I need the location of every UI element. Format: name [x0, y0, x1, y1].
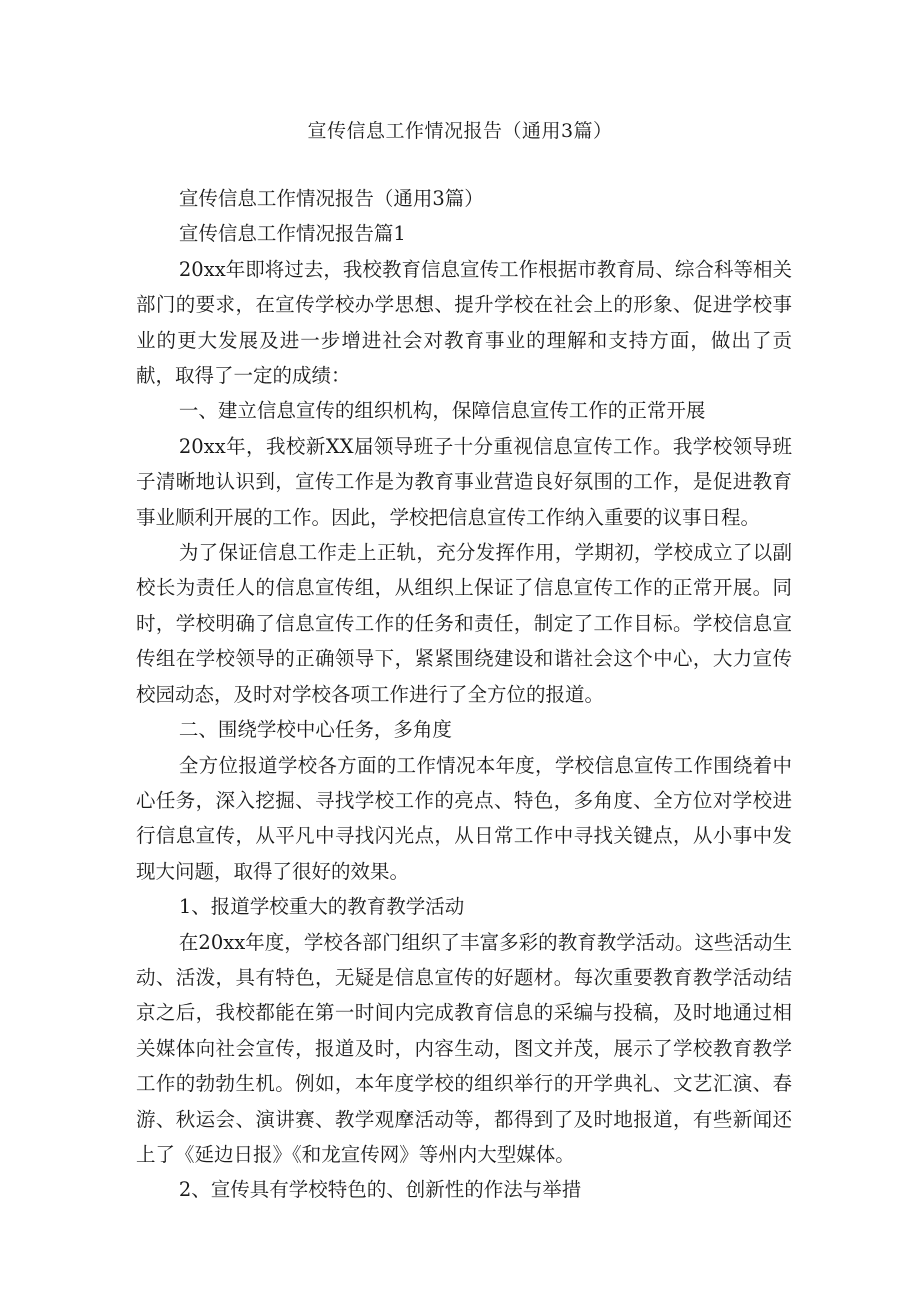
subsection-heading: 2、宣传具有学校特色的、创新性的作法与举措 [178, 1178, 582, 1202]
body-paragraph: 20xx年，我校新XX届领导班子十分重视信息宣传工作。我学校领导班子清晰地认识到，宣传工作是为教育事业营造良好氛围的工作，是促进教育事业顺利开展的工作。因此，学校把信息宣传工作纳入重要的议事日程。 [136, 434, 792, 529]
document-body [136, 181, 792, 1208]
body-paragraph: 20xx年即将过去，我校教育信息宣传工作根据市教育局、综合科等相关部门的要求，在宣传学校办学思想、提升学校在社会上的形象、促进学校事业的更大发展及进一步增进社会对教育事业的理解和支持方面，做出了贡献，取得了一定的成绩： [136, 257, 792, 388]
subsection-heading: 1、报道学校重大的教育教学活动 [178, 895, 465, 919]
section-heading: 宣传信息工作情况报告篇1 [178, 222, 406, 246]
subtitle-line: 宣传信息工作情况报告（通用3篇） [178, 187, 484, 210]
body-paragraph: 全方位报道学校各方面的工作情况本年度，学校信息宣传工作围绕着中心任务，深入挖掘、寻找学校工作的亮点、特色，多角度、全方位对学校进行信息宣传，从平凡中寻找闪光点，从日常工作中寻找关键点，从小事中发现大问题，取得了很好的效果。 [136, 753, 792, 883]
section-heading: 二、围绕学校中心任务，多角度 [178, 718, 452, 742]
section-heading: 一、建立信息宣传的组织机构，保障信息宣传工作的正常开展 [178, 399, 706, 423]
document-title: 宣传信息工作情况报告（通用3篇） [307, 120, 613, 142]
body-paragraph: 为了保证信息工作走上正轨，充分发挥作用，学期初，学校成立了以副校长为责任人的信息宣传组，从组织上保证了信息宣传工作的正常开展。同时，学校明确了信息宣传工作的任务和责任，制定了工作目标。学校信息宣传组在学校领导的正确领导下，紧紧围绕建设和谐社会这个中心，大力宣传校园动态，及时对学校各项工作进行了全方位的报道。 [136, 541, 792, 706]
body-paragraph: 在20xx年度，学校各部门组织了丰富多彩的教育教学活动。这些活动生动、活泼，具有特色，无疑是信息宣传的好题材。每次重要教育教学活动结京之后，我校都能在第一时间内完成教育信息的采编与投稿，及时地通过相关媒体向社会宣传，报道及时，内容生动，图文并茂，展示了学校教育教学工作的勃勃生机。例如，本年度学校的组织举行的开学典礼、文艺汇演、春游、秋运会、演讲赛、教学观摩活动等，都得到了及时地报道，有些新闻还上了《延边日报》《和龙宣传网》等州内大型媒体。 [136, 930, 792, 1166]
